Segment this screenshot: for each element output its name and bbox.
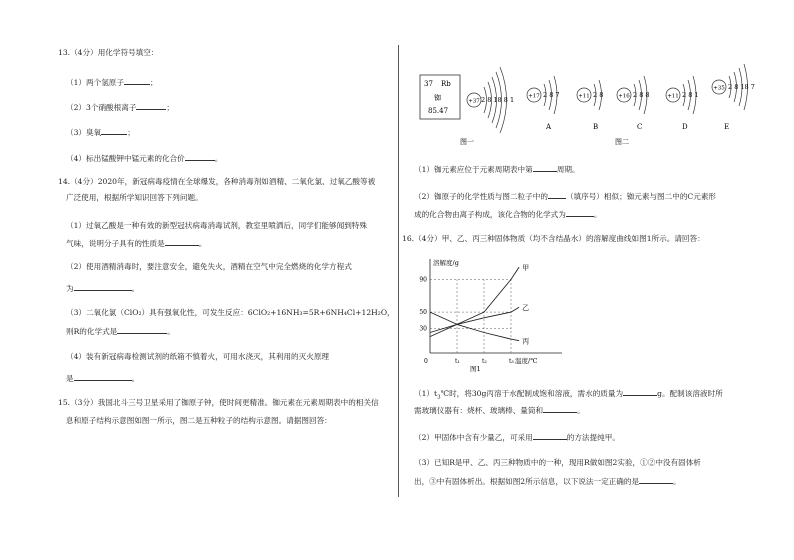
particle-e-shells: 2 8 18 7 <box>728 83 755 91</box>
element-symbol: Rb <box>441 80 451 88</box>
answer-blank[interactable] <box>124 76 150 85</box>
element-mass: 85.47 <box>428 107 449 115</box>
answer-blank[interactable] <box>533 163 557 172</box>
solubility-chart <box>412 255 582 373</box>
q15-figures <box>410 55 770 147</box>
x-tick-label: t₃ <box>509 358 514 365</box>
x-tick-label: 0 <box>424 358 428 365</box>
q16-part3-line1: （3）已知R是甲、乙、丙三种物质中的一种，现用R做如图2实验，①②中没有固体析 <box>414 458 701 467</box>
q14-part2-line1: （2）使用酒精消毒时，要注意安全，避免失火，酒精在空气中完全燃烧的化学方程式 <box>66 262 352 271</box>
q15-intro-line2: 息和原子结构示意图如图一所示，图二是五种粒子的结构示意图。请据图回答： <box>66 416 332 425</box>
x-tick-label: t₂ <box>482 358 487 365</box>
answer-blank[interactable] <box>623 387 657 396</box>
answer-blank[interactable] <box>74 372 132 381</box>
q14-part4-line1: （4）装有新冠病毒检测试剂的纸箱不慎着火，可用水浇灭，其利用的灭火原理 <box>66 352 330 361</box>
answer-blank[interactable] <box>136 101 166 110</box>
q13-part1: （1）两个氢原子 ； <box>66 78 158 87</box>
q14-part1-line2: 气味，说明分子具有的性质是 。 <box>66 239 207 248</box>
answer-blank[interactable] <box>185 152 215 161</box>
q15-part2-line1: （2）铷原子的化学性质与图二粒子中的 （填序号）相似；铷元素与图二中的C元素形 <box>414 192 717 201</box>
x-tick-label: t₁ <box>455 358 460 365</box>
q14-intro-line2: 广泛使用，根据所学知识回答下列问题。 <box>66 193 203 202</box>
q15-part1: （1）铷元素应位于元素周期表中第 周期。 <box>414 165 580 174</box>
rb-atom-diagram <box>467 67 514 133</box>
rb-nucleus-charge: +37 <box>468 98 480 105</box>
particle-b-nucleus: +11 <box>578 93 590 100</box>
series-label-2: 丙 <box>522 337 530 346</box>
particle-b-label: B <box>593 123 599 131</box>
answer-blank[interactable] <box>117 325 167 334</box>
q14-part3-line1: （3）二氧化氯（ClO₂）具有强氧化性，可发生反应：6ClO₂+16NH₃=5R+6NH₄Cl+12H₂O， <box>66 308 395 317</box>
answer-blank[interactable] <box>543 404 577 413</box>
q14-part2-line2: 为 。 <box>66 284 140 293</box>
particle-b-diagram <box>577 80 603 131</box>
series-curve-0 <box>430 267 519 337</box>
q13-part3: （3）臭氧 ； <box>66 128 135 137</box>
q16-intro: 16.（4分）甲、乙、丙三种固体物质（均不含结晶水）的溶解度曲线如图1所示。请回答： <box>402 234 705 243</box>
particle-c-shells: 2 8 8 <box>633 91 650 99</box>
series-curve-1 <box>430 307 519 332</box>
q14-part4-line2: 是 。 <box>66 374 140 383</box>
answer-blank[interactable] <box>533 431 567 440</box>
q15-intro-line1: 15.（3分）我国北斗三号卫星采用了铷原子钟，使时间更精准。铷元素在元素周期表中的相关信 <box>58 398 379 407</box>
figure-1-label: 图一 <box>460 138 474 146</box>
q13-part4: （4）标出锰酸钾中锰元素的化合价 。 <box>66 154 223 163</box>
particle-a-shells: 2 8 7 <box>543 91 560 99</box>
chart-caption: 图1 <box>470 365 481 373</box>
q14-part3-line2: 则R的化学式是 。 <box>66 327 175 336</box>
particle-e-nucleus: +35 <box>713 85 725 92</box>
answer-blank[interactable] <box>165 237 199 246</box>
figure-2-label: 图二 <box>615 138 629 146</box>
particle-d-label: D <box>682 123 688 131</box>
y-axis-label: 溶解度/g <box>433 259 459 267</box>
particle-e-diagram <box>712 64 755 131</box>
answer-blank[interactable] <box>548 190 566 199</box>
q14-part1-line1: （1）过氧乙酸是一种有效的新型冠状病毒消毒试剂，教室里喷洒后，同学们能够闻到特殊 <box>66 221 367 230</box>
particle-a-label: A <box>546 123 552 131</box>
particle-c-diagram <box>617 76 650 131</box>
particle-e-label: E <box>724 123 730 131</box>
series-label-0: 甲 <box>522 264 530 273</box>
q16-part1-line1: $(1)t_3℃$时，将30g丙溶于水配制成饱和溶液，需水的质量为 g。配制该溶液时所 <box>414 389 723 401</box>
particle-d-nucleus: +11 <box>667 93 679 100</box>
element-number: 37 <box>424 80 433 88</box>
particle-d-shells: 2 8 1 <box>682 91 699 99</box>
particle-a-nucleus: +17 <box>528 93 540 100</box>
answer-blank[interactable] <box>639 475 673 484</box>
q16-part3-line2: 出，③中有固体析出。根据如图2所示信息，以下说法一定正确的是 。 <box>414 477 681 486</box>
q13-part2: （2）3个硝酸根离子 ； <box>66 103 175 112</box>
particle-c-label: C <box>637 123 643 131</box>
q14-intro-line1: 14.（4分）2020年，新冠病毒疫情在全球爆发，各种消毒剂如酒精、二氧化氯、过氧乙酸等被 <box>58 177 376 186</box>
y-tick-label: 90 <box>419 276 427 284</box>
particle-a-diagram <box>527 76 560 131</box>
y-tick-label: 50 <box>419 309 427 317</box>
q13-title: 13.（4分）用化学符号填空： <box>58 48 159 57</box>
answer-blank[interactable] <box>101 126 127 135</box>
particle-d-diagram <box>666 76 699 131</box>
q16-part2: （2）甲固体中含有少量乙，可采用 的方法提纯甲。 <box>414 433 620 442</box>
y-tick-label: 30 <box>419 325 427 333</box>
q16-part1-line2: 需玻璃仪器有：烧杯、玻璃棒、量筒和 。 <box>414 406 585 415</box>
answer-blank[interactable] <box>566 208 594 217</box>
x-axis-label: 温度/℃ <box>515 357 538 365</box>
series-label-1: 乙 <box>522 304 530 313</box>
q15-part2-line2: 成的化合物由离子构成，该化合物的化学式为 。 <box>414 210 602 219</box>
rb-electron-shells: 2 8 18 8 1 <box>481 96 515 104</box>
column-divider <box>398 45 399 497</box>
element-name: 铷 <box>434 94 441 102</box>
particle-c-nucleus: +16 <box>618 93 630 100</box>
particle-b-shells: 2 8 <box>593 91 604 99</box>
answer-blank[interactable] <box>74 282 132 291</box>
